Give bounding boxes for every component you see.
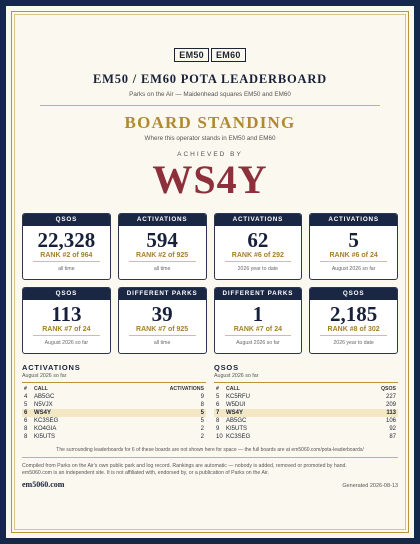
row-call: KI5UTS	[226, 426, 248, 432]
col-call: CALL	[34, 386, 48, 392]
logo	[22, 48, 398, 62]
row-call: AB5GC	[226, 418, 247, 424]
board-heading: BOARD STANDING	[124, 113, 296, 132]
row-value: 8	[200, 402, 204, 408]
row-call: KI5UTS	[34, 434, 56, 440]
stat-card	[214, 287, 303, 354]
card-period: 2026 year to date	[237, 266, 279, 272]
stat-card	[309, 287, 398, 354]
card-heading: DIFFERENT PARKS	[215, 288, 302, 300]
card-heading: ACTIVATIONS	[215, 214, 302, 226]
card-period: all time	[153, 340, 171, 346]
compiled-line-1: Compiled from Parks on the Air's own public park and log record. Rankings are automatic — nobody is added, removed or promoted by hand.	[22, 463, 347, 469]
row-rank: 5	[24, 402, 28, 408]
table-row-highlighted	[214, 409, 398, 417]
page-subtitle: Parks on the Air — Maidenhead squares EM50 and EM60	[129, 91, 291, 98]
row-rank: 9	[216, 426, 220, 432]
table-rule	[214, 382, 398, 383]
card-period: August 2026 so far	[44, 340, 89, 346]
row-call: N5VJX	[34, 402, 53, 408]
table-row	[22, 393, 206, 401]
table-row	[22, 433, 206, 441]
stat-card	[22, 213, 111, 280]
footer-rule	[22, 457, 398, 458]
card-rank: RANK #2 of 964	[33, 252, 100, 262]
stat-card	[22, 287, 111, 354]
row-call: KO4GIA	[34, 426, 57, 432]
col-value: ACTIVATIONS	[169, 386, 204, 392]
col-rank: #	[24, 386, 27, 392]
table-rule	[22, 382, 206, 383]
table-row	[22, 401, 206, 409]
col-rank: #	[216, 386, 219, 392]
card-period: August 2026 so far	[331, 266, 376, 272]
row-rank: 8	[24, 434, 28, 440]
card-period: August 2026 so far	[236, 340, 280, 346]
row-rank: 6	[216, 402, 220, 408]
leaderboard-tables	[22, 363, 398, 441]
row-value: 106	[385, 418, 396, 424]
card-rank: RANK #6 of 292	[225, 252, 292, 262]
row-value: 5	[200, 418, 204, 424]
stat-card	[118, 213, 207, 280]
generated-date: Generated 2026-08-13	[342, 483, 398, 489]
certificate-content	[22, 22, 398, 489]
logo-em50: EM50	[174, 48, 209, 62]
row-call: AB5GC	[34, 394, 55, 400]
card-rank: RANK #8 of 302	[320, 326, 387, 336]
table-subtitle: August 2026 so far	[22, 373, 67, 379]
stat-card	[309, 213, 398, 280]
table-row-highlighted	[22, 409, 206, 417]
table-title: QSOS	[214, 363, 239, 372]
row-rank: 5	[216, 394, 220, 400]
row-rank: 7	[216, 410, 220, 416]
row-rank: 8	[216, 418, 220, 424]
table-row	[214, 433, 398, 441]
page-title: EM50 / EM60 POTA LEADERBOARD	[93, 72, 327, 86]
site-link[interactable]: em5060.com	[22, 480, 65, 489]
table-row	[214, 417, 398, 425]
board-subheading: Where this operator stands in EM50 and EM60	[144, 135, 276, 142]
row-value: 209	[385, 402, 396, 408]
activations-table	[22, 363, 206, 441]
logo-em60: EM60	[211, 48, 246, 62]
row-call: WS4Y	[226, 410, 244, 416]
qsos-table	[214, 363, 398, 441]
divider	[40, 105, 380, 106]
table-row	[214, 425, 398, 433]
row-value: 9	[200, 394, 204, 400]
card-value: 5	[348, 228, 359, 252]
table-row	[214, 393, 398, 401]
footer	[22, 480, 398, 489]
row-value: 5	[200, 410, 204, 416]
card-heading: QSOS	[23, 288, 110, 300]
callsign: WS4Y	[152, 157, 268, 202]
card-value: 113	[51, 302, 82, 326]
table-title: ACTIVATIONS	[22, 363, 81, 372]
row-value: 92	[389, 426, 396, 432]
row-rank: 4	[24, 394, 28, 400]
row-call: KC5RFU	[226, 394, 251, 400]
certificate-page	[6, 6, 414, 538]
card-rank: RANK #7 of 24	[33, 326, 100, 336]
table-header	[22, 386, 206, 393]
card-value: 62	[247, 228, 269, 252]
card-heading: QSOS	[23, 214, 110, 226]
card-heading: ACTIVATIONS	[310, 214, 397, 226]
row-value: 2	[200, 426, 204, 432]
card-value: 594	[146, 228, 178, 252]
card-period: all time	[153, 266, 171, 272]
row-rank: 6	[24, 418, 28, 424]
card-rank: RANK #2 of 925	[129, 252, 196, 262]
row-call: KC3SEG	[226, 434, 251, 440]
row-value: 87	[389, 434, 396, 440]
row-value: 2	[200, 434, 204, 440]
card-period: 2026 year to date	[333, 340, 374, 346]
stat-card	[118, 287, 207, 354]
col-value: QSOS	[381, 386, 396, 392]
col-call: CALL	[226, 386, 240, 392]
table-row	[22, 417, 206, 425]
row-rank: 8	[24, 426, 28, 432]
table-header	[214, 386, 398, 393]
card-rank: RANK #6 of 24	[320, 252, 387, 262]
compiled-line-2: em5060.com is an independent site. It is not affiliated with, endorsed by, or a publication of Parks on the Air.	[22, 470, 269, 476]
surrounding-boards-note: The surrounding leaderboards for 6 of these boards are not shown here for space — the full boards are at em5060.com/pota-leaderboards/	[56, 447, 364, 453]
card-value: 1	[252, 302, 264, 326]
row-call: W5DUI	[226, 402, 246, 408]
row-call: KC3SEG	[34, 418, 59, 424]
row-call: WS4Y	[34, 410, 52, 416]
card-value: 39	[151, 302, 173, 326]
table-row	[22, 425, 206, 433]
card-heading: ACTIVATIONS	[119, 214, 206, 226]
row-rank: 6	[24, 410, 28, 416]
compiled-note	[22, 463, 398, 477]
card-value: 22,328	[37, 228, 96, 252]
card-period: all time	[58, 266, 75, 272]
achieved-label: ACHIEVED BY	[177, 151, 243, 158]
row-value: 227	[385, 394, 396, 400]
card-heading: DIFFERENT PARKS	[119, 288, 206, 300]
card-rank: RANK #7 of 24	[225, 326, 292, 336]
card-heading: QSOS	[310, 288, 397, 300]
card-rank: RANK #7 of 925	[129, 326, 196, 336]
table-subtitle: August 2026 so far	[214, 373, 259, 379]
row-rank: 10	[216, 434, 223, 440]
row-value: 113	[386, 410, 396, 416]
stat-cards	[22, 213, 398, 354]
card-value: 2,185	[330, 302, 378, 326]
stat-card	[214, 213, 303, 280]
table-row	[214, 401, 398, 409]
